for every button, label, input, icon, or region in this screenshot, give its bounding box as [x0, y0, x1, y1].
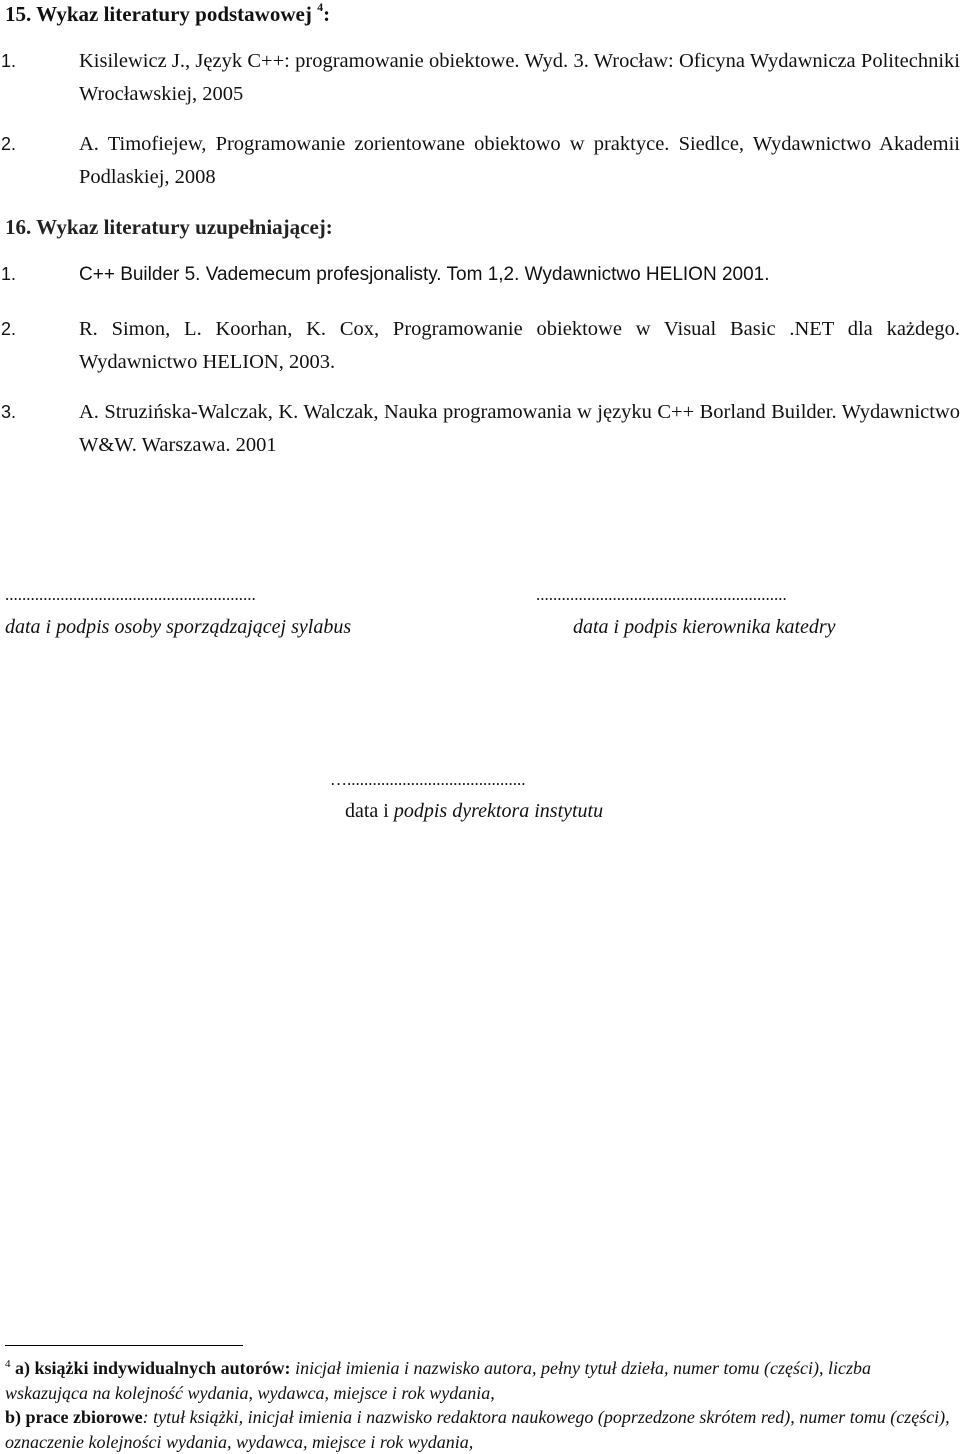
- footnote-b: [5, 1405, 955, 1454]
- signature-caption-right: data i podpis kierownika katedry: [573, 616, 836, 638]
- list-number: 1.: [1, 264, 17, 284]
- list-text: A. Timofiejew, Programowanie zorientowane obiektowo w praktyce. Siedlce, Wydawnictwo Akademii Podlaskiej, 2008: [79, 133, 960, 188]
- footnote-mark: 4: [5, 1358, 11, 1370]
- footnote: [5, 1352, 955, 1454]
- section-15-title: 15. Wykaz literatury podstawowej: [5, 2, 312, 26]
- list-text: C++ Builder 5. Vademecum profesjonalisty. Tom 1,2. Wydawnictwo HELION 2001.: [79, 264, 770, 285]
- list-item: [1, 258, 960, 291]
- list-text: A. Struzińska-Walczak, K. Walczak, Nauka programowania w języku C++ Borland Builder. Wydawnictwo W&W. Warszawa. 2001: [79, 401, 960, 456]
- footnote-a-text: inicjał imienia i nazwisko autora, pełny tytuł dzieła, numer tomu (części), liczba wskazująca na kolejność wydania, wydawca, miejsce i rok wydania,: [5, 1358, 871, 1403]
- list-item: [1, 45, 960, 111]
- caption-center-italic: podpis dyrektora instytutu: [393, 800, 604, 822]
- list-text: Kisilewicz J., Język C++: programowanie obiektowe. Wyd. 3. Wrocław: Oficyna Wydawnicza Politechniki Wrocławskiej, 2005: [79, 50, 960, 105]
- footnote-b-text: : tytuł książki, inicjał imienia i nazwisko redaktora naukowego (poprzedzone skrótem red), numer tomu (części), oznaczenie kolejności wydania, wydawca, miejsce i rok wydania,: [5, 1407, 950, 1452]
- section-15-colon: :: [323, 2, 331, 26]
- signature-line-right: ...........................................................: [536, 585, 787, 604]
- caption-center-plain: data i: [345, 800, 394, 822]
- list-item: [1, 128, 960, 194]
- footnote-a-label: a) książki indywidualnych autorów:: [15, 1358, 291, 1378]
- footnote-a: [5, 1352, 955, 1405]
- section-16-heading: [5, 215, 960, 240]
- signature-caption-left: data i podpis osoby sporządzającej sylabus: [5, 616, 352, 638]
- list-item: [1, 396, 960, 462]
- footnote-b-label: b) prace zbiorowe: [5, 1407, 143, 1427]
- signature-line-left: ...........................................................: [5, 585, 256, 604]
- signature-line-center: …..........................................: [330, 770, 526, 789]
- list-number: 3.: [1, 402, 17, 422]
- list-number: 2.: [1, 319, 17, 339]
- section-15-heading: [5, 2, 960, 27]
- footnote-ref: 4: [317, 0, 324, 14]
- signature-caption-center: [345, 800, 603, 823]
- section-16-title: 16. Wykaz literatury uzupełniającej:: [5, 215, 333, 239]
- list-number: 1.: [1, 51, 17, 71]
- list-number: 2.: [1, 134, 17, 154]
- list-text: R. Simon, L. Koorhan, K. Cox, Programowanie obiektowe w Visual Basic .NET dla każdego. Wydawnictwo HELION, 2003.: [79, 318, 960, 373]
- list-item: [1, 313, 960, 379]
- footnote-separator: [5, 1345, 243, 1346]
